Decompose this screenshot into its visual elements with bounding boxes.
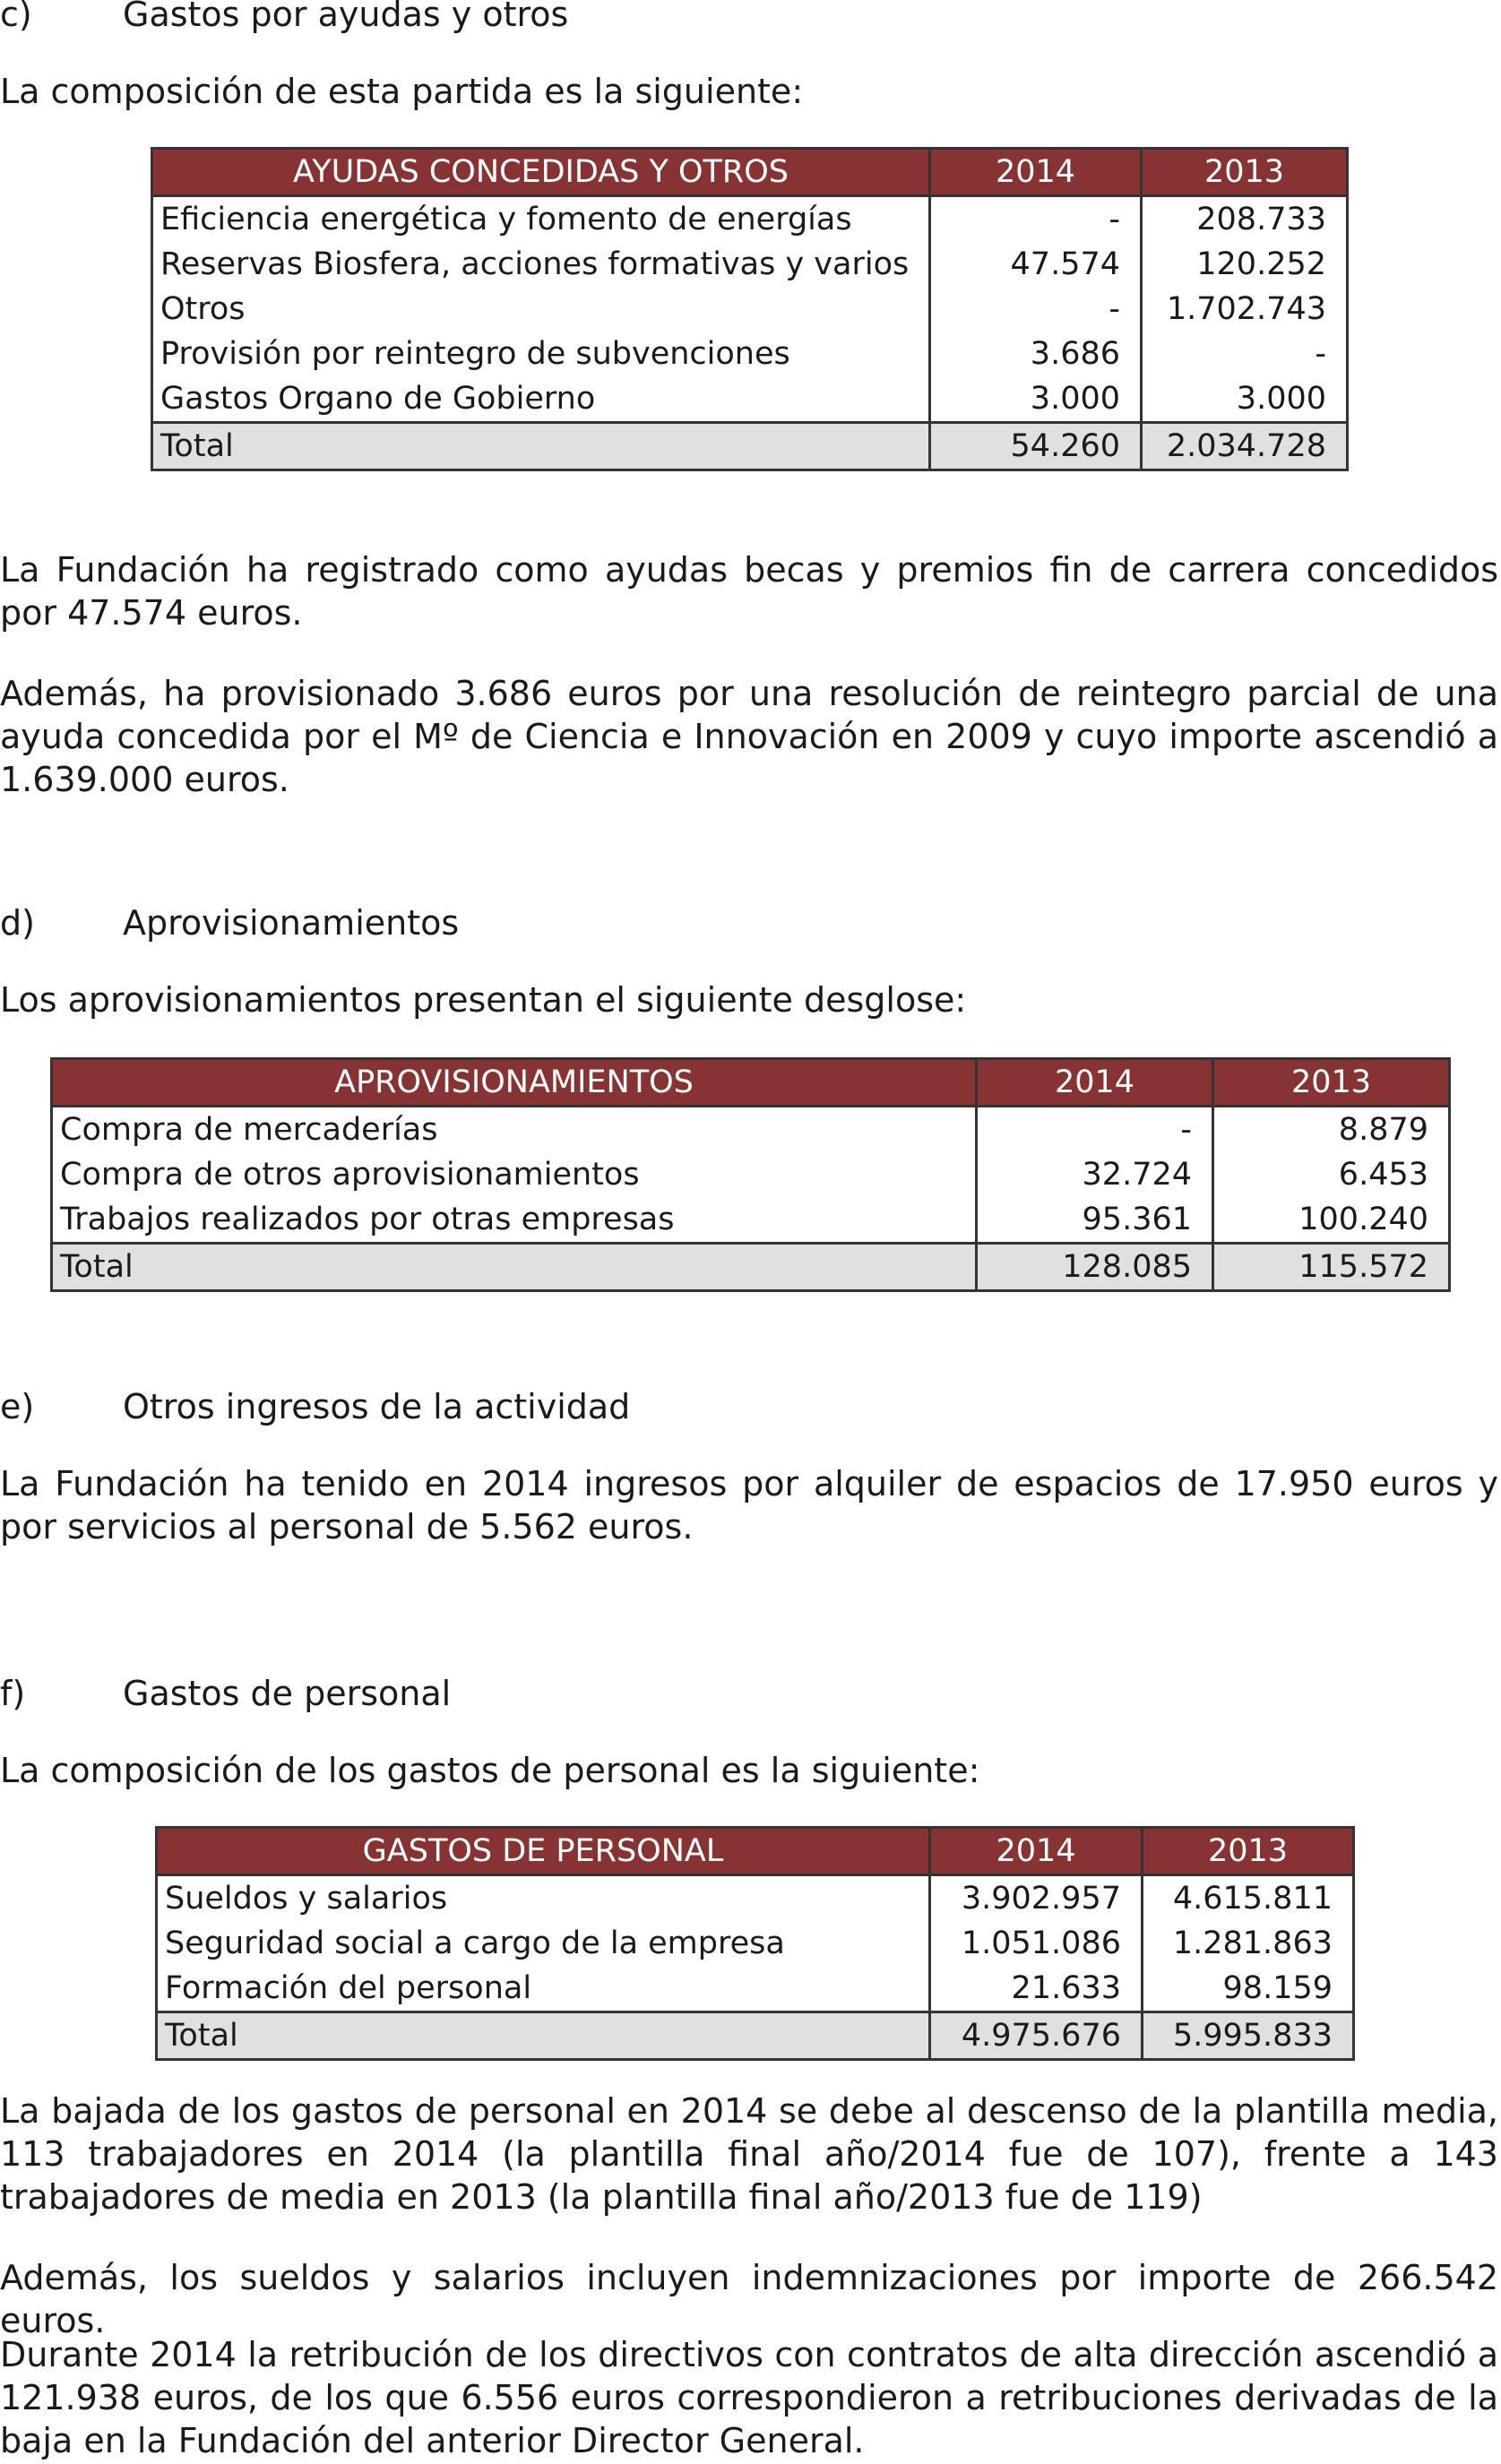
total-label: Total [152, 423, 930, 470]
table-header-concept: AYUDAS CONCEDIDAS Y OTROS [152, 149, 930, 196]
row-value-2013: 1.281.863 [1143, 1921, 1354, 1966]
table-row [157, 1875, 1354, 1922]
row-value-2014: 3.686 [930, 332, 1142, 376]
paragraph: La Fundación ha registrado como ayudas becas y premios fin de carrera concedidos por 47.574 euros. [0, 550, 1498, 633]
total-value-2014: 54.260 [930, 423, 1142, 470]
row-label: Eficiencia energética y fomento de energías [152, 196, 930, 243]
table-row [152, 287, 1348, 332]
row-value-2013: 100.240 [1213, 1197, 1450, 1244]
row-label: Formación del personal [157, 1966, 930, 2012]
table-header-2014: 2014 [977, 1059, 1213, 1107]
section-title: Gastos de personal [123, 1674, 452, 1713]
row-value-2013: 1.702.743 [1142, 287, 1348, 332]
row-value-2014: - [977, 1107, 1213, 1153]
total-value-2014: 128.085 [977, 1244, 1213, 1291]
row-value-2013: 8.879 [1213, 1107, 1450, 1153]
section-intro: La composición de los gastos de personal es la siguiente: [0, 1751, 980, 1790]
table-row [152, 196, 1348, 243]
total-value-2013: 5.995.833 [1143, 2012, 1354, 2060]
row-label: Trabajos realizados por otras empresas [52, 1197, 977, 1244]
section-letter: d) [0, 903, 35, 943]
row-value-2013: 6.453 [1213, 1152, 1450, 1197]
row-value-2013: 98.159 [1143, 1966, 1354, 2012]
total-label: Total [52, 1244, 977, 1291]
row-value-2014: 1.051.086 [930, 1921, 1143, 1966]
table-row [52, 1152, 1450, 1197]
row-label: Gastos Organo de Gobierno [152, 376, 930, 423]
table-header-2013: 2013 [1143, 1828, 1354, 1875]
row-value-2014: 32.724 [977, 1152, 1213, 1197]
section-letter: e) [0, 1387, 35, 1426]
row-value-2013: 3.000 [1142, 376, 1348, 423]
row-value-2013: 208.733 [1142, 196, 1348, 243]
table-row [157, 1966, 1354, 2012]
total-value-2013: 115.572 [1213, 1244, 1450, 1291]
section-intro: La composición de esta partida es la siguiente: [0, 72, 804, 111]
table-header-2014: 2014 [930, 149, 1142, 196]
total-value-2013: 2.034.728 [1142, 423, 1348, 470]
table-total-row [152, 423, 1348, 470]
row-value-2014: 47.574 [930, 242, 1142, 287]
total-value-2014: 4.975.676 [930, 2012, 1143, 2060]
total-label: Total [157, 2012, 930, 2060]
table-row [152, 242, 1348, 287]
row-value-2013: - [1142, 332, 1348, 376]
table-header-concept: GASTOS DE PERSONAL [157, 1828, 930, 1875]
paragraph: La Fundación ha tenido en 2014 ingresos por alquiler de espacios de 17.950 euros y por servicios al personal de 5.562 euros. [0, 1464, 1498, 1546]
row-value-2014: - [930, 196, 1142, 243]
table-row [52, 1107, 1450, 1153]
table-header-concept: APROVISIONAMIENTOS [52, 1059, 977, 1107]
row-label: Compra de mercaderías [52, 1107, 977, 1153]
table-header-row [157, 1828, 1354, 1875]
table-row [152, 376, 1348, 423]
row-label: Otros [152, 287, 930, 332]
section-title: Aprovisionamientos [123, 903, 460, 943]
table-row [152, 332, 1348, 376]
table-header-row [52, 1059, 1450, 1107]
paragraph: La bajada de los gastos de personal en 2014 se debe al descenso de la plantilla media, 113 trabajadores en 2014 (la plantilla final año/2014 fue de 107), frente a 143 trabajadores de media en 2013 (la plantilla final año/2013 fue de 119) [0, 2091, 1498, 2217]
row-label: Sueldos y salarios [157, 1875, 930, 1922]
section-intro: Los aprovisionamientos presentan el siguiente desglose: [0, 980, 967, 1020]
row-value-2014: 95.361 [977, 1197, 1213, 1244]
section-title: Otros ingresos de la actividad [123, 1387, 631, 1426]
row-value-2013: 120.252 [1142, 242, 1348, 287]
ayudas-table [151, 147, 1349, 471]
table-total-row [52, 1244, 1450, 1291]
paragraph: Además, ha provisionado 3.686 euros por una resolución de reintegro parcial de una ayuda concedida por el Mº de Ciencia e Innovación en 2009 y cuyo importe ascendió a 1.639.000 euros. [0, 674, 1498, 799]
row-label: Reservas Biosfera, acciones formativas y varios [152, 242, 930, 287]
row-value-2014: - [930, 287, 1142, 332]
row-label: Seguridad social a cargo de la empresa [157, 1921, 930, 1966]
row-label: Compra de otros aprovisionamientos [52, 1152, 977, 1197]
paragraph: Durante 2014 la retribución de los directivos con contratos de alta dirección ascendió a 121.938 euros, de los que 6.556 euros correspondieron a retribuciones derivadas de la baja en la Fundación del anterior Director General. [0, 2335, 1498, 2460]
table-total-row [157, 2012, 1354, 2060]
section-title: Gastos por ayudas y otros [123, 0, 569, 34]
row-value-2014: 3.902.957 [930, 1875, 1143, 1922]
gastos-personal-table [155, 1826, 1355, 2061]
section-letter: c) [0, 0, 32, 34]
aprovisionamientos-table [50, 1057, 1451, 1292]
table-row [52, 1197, 1450, 1244]
table-header-2013: 2013 [1213, 1059, 1450, 1107]
table-header-2013: 2013 [1142, 149, 1348, 196]
row-value-2014: 3.000 [930, 376, 1142, 423]
row-value-2014: 21.633 [930, 1966, 1143, 2012]
section-letter: f) [0, 1674, 26, 1713]
table-header-row [152, 149, 1348, 196]
table-row [157, 1921, 1354, 1966]
row-label: Provisión por reintegro de subvenciones [152, 332, 930, 376]
paragraph: Además, los sueldos y salarios incluyen indemnizaciones por importe de 266.542 euros. [0, 2258, 1498, 2340]
row-value-2013: 4.615.811 [1143, 1875, 1354, 1922]
table-header-2014: 2014 [930, 1828, 1143, 1875]
